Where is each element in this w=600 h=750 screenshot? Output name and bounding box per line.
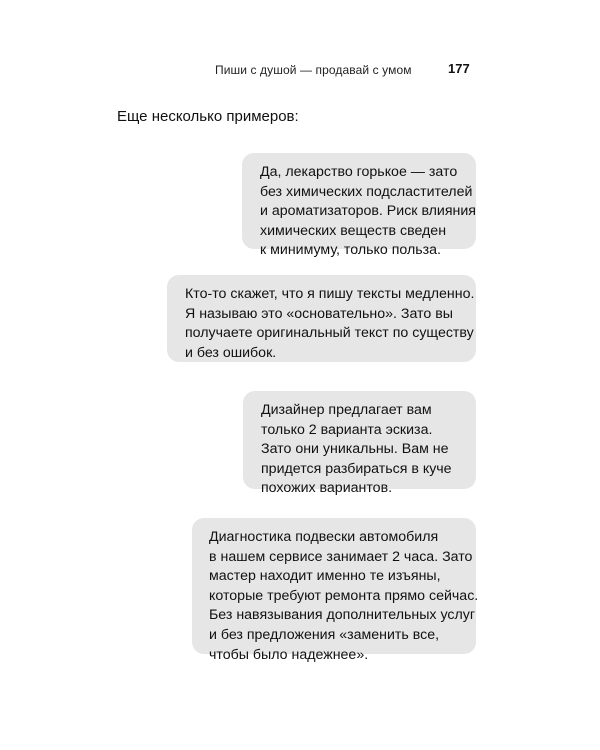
bubble-line: Кто-то скажет, что я пишу тексты медленно. [185, 286, 475, 302]
bubble-line: без химических подсластителей [260, 183, 473, 200]
message-bubble-1 [242, 153, 476, 259]
bubble-line: и ароматизаторов. Риск влияния [260, 203, 476, 220]
intro-text: Еще несколько примеров: [117, 108, 299, 125]
bubble-line: и без предложения «заменить все, [209, 626, 440, 643]
bubble-line: придется разбираться в куче [261, 460, 452, 477]
bubble-line: чтобы было надежнее». [209, 646, 369, 663]
bubble-line: химических веществ сведен [260, 222, 447, 239]
bubble-line: получаете оригинальный текст по существу [185, 325, 474, 342]
running-head: Пиши с душой — продавай с умом [215, 63, 412, 77]
message-bubble-3 [243, 391, 476, 497]
bubble-line: Да, лекарство горькое — зато [260, 164, 458, 180]
bubble-line: которые требуют ремонта прямо сейчас. [209, 587, 479, 604]
message-bubble-2 [167, 275, 476, 362]
page-number: 177 [448, 61, 470, 76]
bubble-line: Я называю это «основательно». Зато вы [185, 305, 453, 322]
bubble-line: и без ошибок. [185, 344, 277, 361]
bubble-line: к минимуму, только польза. [260, 242, 441, 259]
bubble-line: Диагностика подвески автомобиля [209, 529, 439, 545]
bubble-line: только 2 варианта эскиза. [261, 421, 433, 438]
message-bubble-4 [192, 518, 479, 663]
bubble-line: в нашем сервисе занимает 2 часа. Зато [209, 548, 473, 565]
bubble-line: Зато они уникальны. Вам не [261, 441, 449, 458]
bubble-line: похожих вариантов. [261, 480, 393, 497]
bubble-line: мастер находит именно те изъяны, [209, 568, 441, 585]
bubble-line: Без навязывания дополнительных услуг [209, 607, 476, 624]
bubble-line: Дизайнер предлагает вам [261, 402, 432, 418]
